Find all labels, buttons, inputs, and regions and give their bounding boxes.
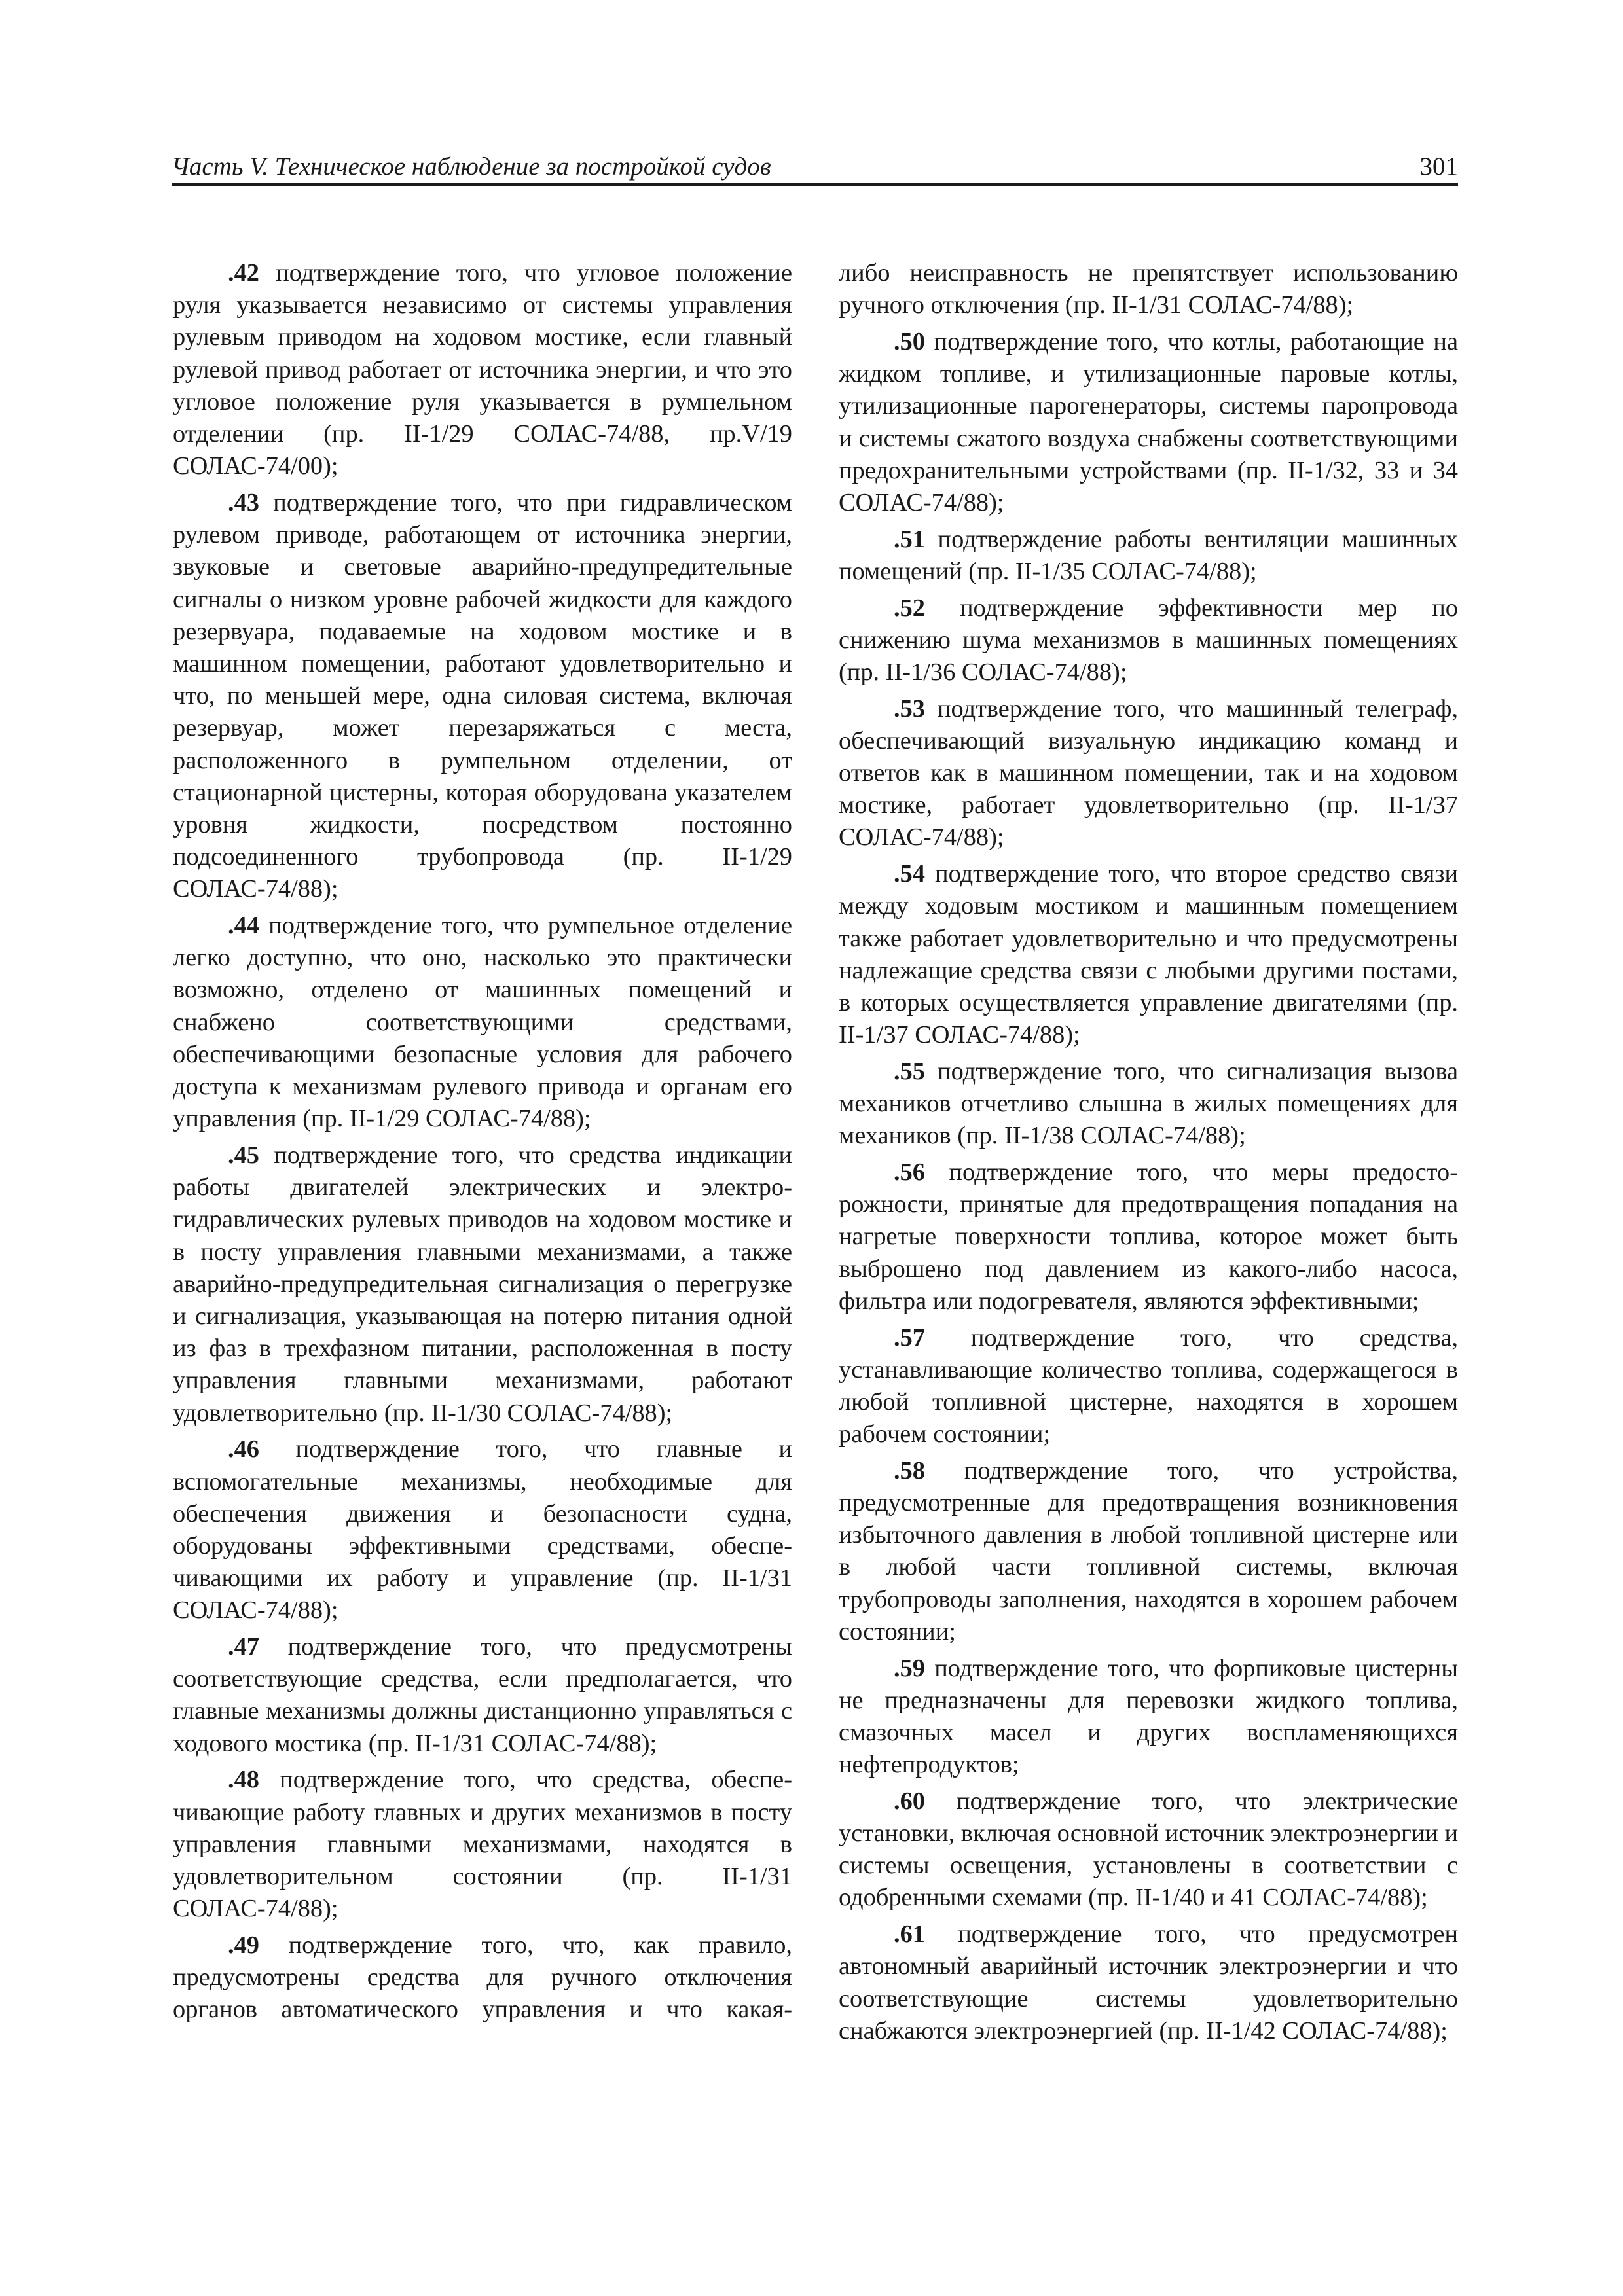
paragraph-58 [839, 1455, 1458, 1648]
paragraph-53 [839, 693, 1458, 854]
paragraph-42 [173, 257, 792, 482]
item-number: .61 [894, 1920, 925, 1948]
paragraph-54 [839, 858, 1458, 1051]
item-number: .48 [228, 1766, 259, 1794]
paragraph-56 [839, 1157, 1458, 1318]
item-text: либо неисправность не препятствует использованию ручного отключения (пр. II-1/31 СОЛАС-74/88); [839, 259, 1458, 319]
item-text: подтверждение того, что сигнализация вызова механиков отчетливо слышна в жилых помещениях для механиков (пр. II-1/38 СОЛАС-74/88); [839, 1057, 1458, 1150]
paragraph-61 [839, 1918, 1458, 2047]
item-number: .52 [894, 594, 925, 622]
item-text: подтверждение того, что главные и вспомогательные механизмы, необходимые для обеспечения движения и безопасности судна, оборудованы эффективными средствами, обеспечивающими их работу и управление (пр. II-1/31 СОЛАС-74/88); [173, 1435, 792, 1624]
paragraph-50 [839, 326, 1458, 519]
paragraph-46 [173, 1433, 792, 1626]
item-number: .58 [894, 1456, 925, 1484]
item-number: .47 [228, 1633, 259, 1661]
item-number: .43 [228, 488, 259, 516]
paragraph-47 [173, 1631, 792, 1760]
paragraph-59 [839, 1653, 1458, 1782]
item-number: .60 [894, 1787, 925, 1815]
item-text: подтверждение того, что электрические установки, включая основной источник электроэнергии и системы освещения, установлены в соответствии с одобренными схемами (пр. II-1/40 и 41 СОЛАС-74/88); [839, 1787, 1458, 1912]
item-text: подтверждение того, что форпиковые цистерны не предназначены для перевозки жидкого топлива, смазочных масел и других воспламеняющихся нефтепродуктов; [839, 1654, 1458, 1779]
item-text: подтверждение того, что устройства, предусмотренные для предотвращения возникновения избыточного давления в любой топливной цистерне или в любой части топливной системы, включая трубопроводы заполнения, находятся в хорошем рабочем состоянии; [839, 1456, 1458, 1645]
paragraph-52 [839, 592, 1458, 689]
item-number: .49 [228, 1931, 259, 1959]
paragraph-55 [839, 1056, 1458, 1153]
item-number: .50 [894, 327, 925, 355]
paragraph-48 [173, 1764, 792, 1925]
item-number: .44 [228, 912, 259, 940]
paragraph-44 [173, 910, 792, 1135]
item-text: подтверждение того, что машинный телеграф, обеспечивающий визуальную индикацию команд и ответов как в машинном помещении, так и на ходовом мостике, работает удовлетворительно (пр. II-1/37 СОЛАС-74/88); [839, 694, 1458, 852]
item-number: .53 [894, 694, 925, 723]
item-number: .42 [228, 259, 259, 287]
item-text: подтверждение того, что румпельное отделение легко доступно, что оно, насколько это практически возможно, отделено от машинных помещений и снабжено соответствующими средствами, обеспечивающими безопасные условия для рабочего доступа к механизмам рулевого привода и органам его управления (пр. II-1/29 СОЛАС-74/88); [173, 912, 792, 1133]
item-number: .55 [894, 1057, 925, 1085]
paragraph-49 [173, 1929, 792, 2026]
item-text: подтверждение того, что предусмотрен автономный аварийный источник электроэнергии и что соответствующие системы удовлетворительно снабжаются электроэнергией (пр. II-1/42 СОЛАС-74/88); [839, 1920, 1458, 2045]
item-text: подтверждение того, что предусмотрены соответствующие средства, если предполагается, что главные механизмы должны дистанционно управляться с ходового мостика (пр. II-1/31 СОЛАС-74/88); [173, 1633, 792, 1757]
item-text: подтверждение того, что, как правило, предусмотрены средства для ручного отключения органов автоматического управления и что какая- [173, 1931, 792, 2024]
page-number: 301 [1419, 152, 1458, 181]
item-number: .51 [894, 525, 925, 553]
left-column [173, 257, 792, 2030]
right-column [839, 257, 1458, 2051]
running-header-title: Часть V. Техническое наблюдение за постройкой судов [172, 152, 771, 181]
paragraph-43 [173, 487, 792, 906]
item-text: подтверждение того, что при гидравлическом рулевом приводе, работающем от источника энергии, звуковые и световые аварийно-предупредительные сигналы о низком уровне рабочей жидкости для каждого резервуара, подаваемые на ходовом мостике и в машинном помещении, работают удовлетворительно и что, по меньшей мере, одна силовая система, включая резервуар, может перезаряжаться с места, расположенного в румпельном отделении, от стационарной цистерны, которая оборудована указателем уровня жидкости, посредством постоянно подсоединенного трубопровода (пр. II-1/29 СОЛАС-74/88); [173, 488, 792, 903]
item-number: .56 [894, 1158, 925, 1186]
paragraph-45 [173, 1139, 792, 1429]
item-text: подтверждение работы вентиляции машинных помещений (пр. II-1/35 СОЛАС-74/88); [839, 525, 1458, 585]
item-text: подтверждение эффективности мер по снижению шума механизмов в машинных помещениях (пр. II-1/36 СОЛАС-74/88); [839, 594, 1458, 686]
page-header [172, 145, 1458, 186]
item-text: подтверждение того, что меры предосторожности, принятые для предотвращения попадания на нагретые поверхности топлива, которое может быть выброшено под давлением из какого-либо насоса, фильтра или подогревателя, являются эффективными; [839, 1158, 1458, 1315]
item-number: .46 [228, 1435, 259, 1463]
item-text: подтверждение того, что угловое положение руля указывается независимо от системы управления рулевым приводом на ходовом мостике, если главный рулевой привод работает от источника энергии, и что это угловое положение руля указывается в румпельном отделении (пр. II-1/29 СОЛАС-74/88, пр.V/19 СОЛАС-74/00); [173, 259, 792, 480]
item-text: подтверждение того, что средства индикации работы двигателей электрических и электрогидравлических рулевых приводов на ходовом мостике и в посту управления главными механизмами, а также аварийно-предупредительная сигнализация о перегрузке и сигнализация, указывающая на потерю питания одной из фаз в трехфазном питании, расположенная в посту управления главными механизмами, работают удовлетворительно (пр. II-1/30 СОЛАС-74/88); [173, 1141, 792, 1427]
item-text: подтверждение того, что средства, устанавливающие количество топлива, содержащегося в любой топливной цистерне, находятся в хорошем рабочем состоянии; [839, 1323, 1458, 1448]
item-text: подтверждение того, что котлы, работающие на жидком топливе, и утилизационные паровые котлы, утилизационные парогенераторы, системы паропровода и системы сжатого воздуха снабжены соответствующими предохранительными устройствами (пр. II-1/32, 33 и 34 СОЛАС-74/88); [839, 327, 1458, 516]
paragraph-60 [839, 1785, 1458, 1914]
item-number: .57 [894, 1323, 925, 1352]
paragraph-51 [839, 524, 1458, 588]
paragraph-57 [839, 1322, 1458, 1451]
item-number: .59 [894, 1654, 925, 1682]
item-number: .45 [228, 1141, 259, 1169]
item-text: подтверждение того, что второе средство связи между ходовым мостиком и машинным помещением также работает удовлетворительно и что предусмотрены надлежащие средства связи с любыми другими постами, в которых осуществляется управление двигателями (пр. II-1/37 СОЛАС-74/88); [839, 860, 1458, 1049]
item-number: .54 [894, 860, 925, 888]
paragraph-49-continuation [839, 257, 1458, 321]
item-text: подтверждение того, что средства, обеспечивающие работу главных и других механизмов в посту управления главными механизмами, находятся в удовлетворительном состоянии (пр. II-1/31 СОЛАС-74/88); [173, 1766, 792, 1923]
